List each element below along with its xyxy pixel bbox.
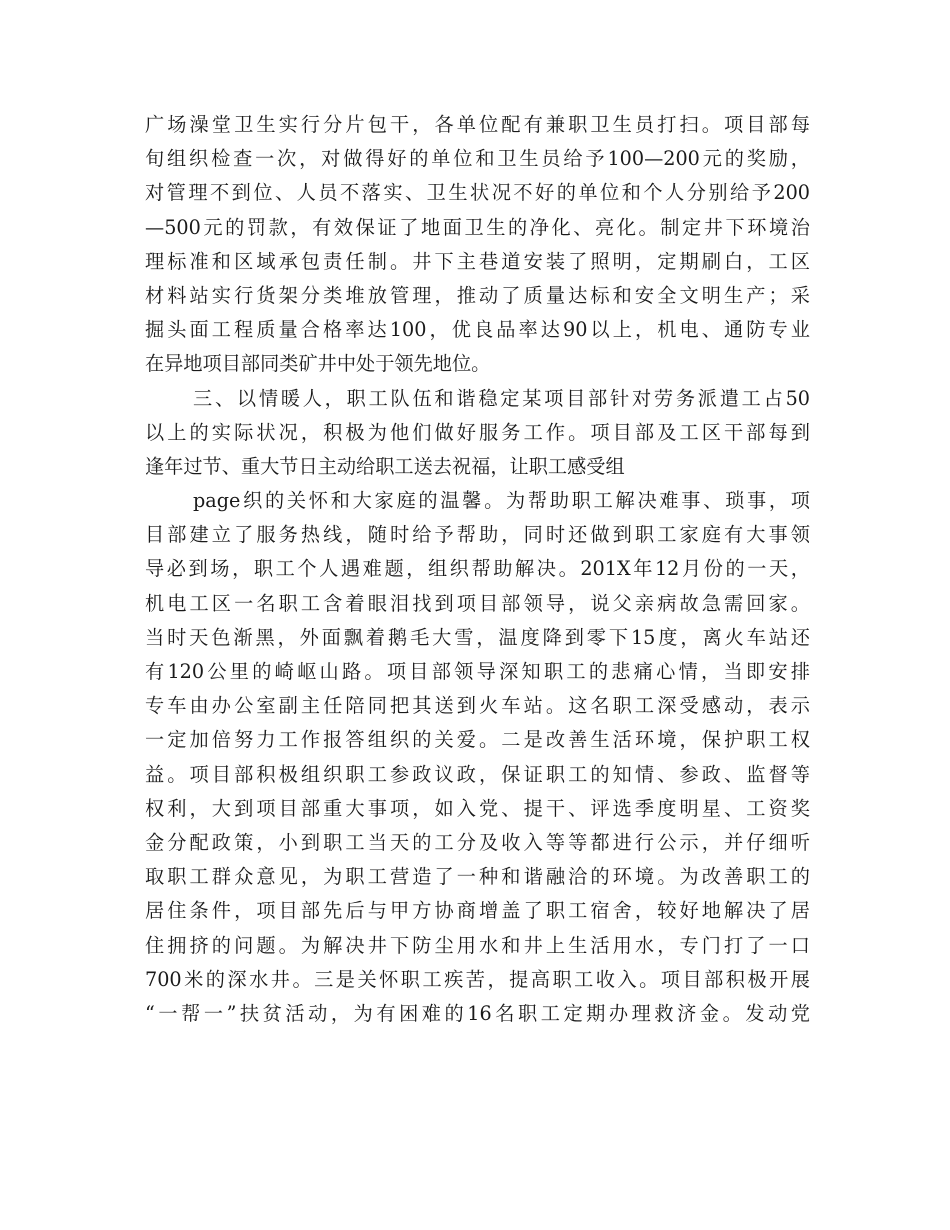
text-line: 700米的深水井。三是关怀职工疾苦，提高职工收入。项目部积极开展 — [145, 967, 810, 991]
text-line: 在异地项目部同类矿井中处于领先地位。 — [145, 352, 491, 376]
text-line: 广场澡堂卫生实行分片包干，各单位配有兼职卫生员打扫。项目部每 — [145, 113, 810, 136]
text-line: 取职工群众意见，为职工营造了一种和谐融洽的环境。为改善职工的 — [145, 865, 810, 889]
text-line: 以上的实际状况，积极为他们做好服务工作。项目部及工区干部每到 — [145, 420, 810, 444]
body-text — [145, 108, 810, 1031]
text-line: 掘头面工程质量合格率达100，优良品率达90以上，机电、通防专业 — [145, 318, 810, 342]
text-line: 目部建立了服务热线，随时给予帮助，同时还做到职工家庭有大事领 — [145, 523, 810, 547]
text-line: page织的关怀和大家庭的温馨。为帮助职工解决难事、琐事，项 — [193, 489, 810, 513]
text-line: —500元的罚款，有效保证了地面卫生的净化、亮化。制定井下环境治 — [145, 215, 810, 239]
text-line: 有120公里的崎岖山路。项目部领导深知职工的悲痛心情，当即安排 — [145, 660, 810, 683]
text-line: 对管理不到位、人员不落实、卫生状况不好的单位和个人分别给予200 — [145, 181, 810, 205]
text-line: 逢年过节、重大节日主动给职工送去祝福，让职工感受组 — [145, 454, 625, 478]
text-line: 导必到场，职工个人遇难题，组织帮助解决。201X年12月份的一天， — [145, 557, 810, 581]
text-line: 益。项目部积极组织职工参政议政，保证职工的知情、参政、监督等 — [145, 762, 810, 786]
text-line: 权利，大到项目部重大事项，如入党、提干、评选季度明星、工资奖 — [145, 796, 810, 820]
text-line: 一定加倍努力工作报答组织的关爱。二是改善生活环境，保护职工权 — [145, 728, 810, 752]
text-line: 机电工区一名职工含着眼泪找到项目部领导，说父亲病故急需回家。 — [145, 591, 810, 615]
text-line: 专车由办公室副主任陪同把其送到火车站。这名职工深受感动，表示 — [145, 694, 810, 718]
text-line: 住拥挤的问题。为解决井下防尘用水和井上生活用水，专门打了一口 — [145, 933, 810, 957]
text-line: 金分配政策，小到职工当天的工分及收入等等都进行公示，并仔细听 — [145, 830, 810, 854]
text-line: “一帮一”扶贫活动，为有困难的16名职工定期办理救济金。发动党 — [145, 1001, 810, 1025]
text-line: 理标准和区域承包责任制。井下主巷道安装了照明，定期刷白，工区 — [145, 249, 810, 273]
text-line: 旬组织检查一次，对做得好的单位和卫生员给予100—200元的奖励， — [145, 147, 810, 171]
text-line: 三、以情暖人，职工队伍和谐稳定某项目部针对劳务派遣工占50 — [193, 386, 810, 410]
text-line: 当时天色渐黑，外面飘着鹅毛大雪，温度降到零下15度，离火车站还 — [145, 625, 810, 649]
text-line: 居住条件，项目部先后与甲方协商增盖了职工宿舍，较好地解决了居 — [145, 899, 810, 923]
text-line: 材料站实行货架分类堆放管理，推动了质量达标和安全文明生产；采 — [145, 283, 810, 307]
